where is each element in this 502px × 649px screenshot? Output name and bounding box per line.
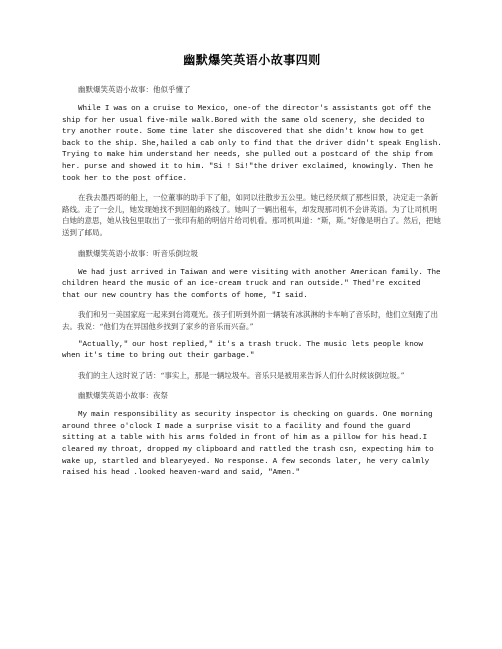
story-1-chinese-paragraph: 在我去墨西哥的船上，一位董事的助手下了船，如同以往散步五公里。她已经厌烦了那些旧景，决定走一条新路线。走了一会儿，她发现她找不到回船的路线了。她叫了一辆出租车，却发现那司机不会讲英语。为了让司机明白她的意思，她从钱包里取出了一张印有船的明信片给司机看。那司机叫道：“斯，斯。”好像是明白了。然后，把她送到了邮局。	[62, 193, 441, 237]
story-heading-2: 幽默爆笑英语小故事：听音乐倒垃圾	[78, 248, 198, 258]
story-heading-3: 幽默爆笑英语小故事：夜祭	[78, 391, 168, 401]
document-page	[62, 0, 442, 480]
story-2-chinese-paragraph-2: 我们的主人这时说了话：“事实上，那是一辆垃圾车。音乐只是被用来告诉人们什么时候该倒垃圾。”	[78, 370, 405, 380]
story-2-english-paragraph-2: "Actually," our host replied," it's a trash truck. The music lets people know when it's time to bring out their garbage."	[62, 340, 423, 361]
story-2-english-paragraph-1: We had just arrived in Taiwan and were visiting with another American family. The children heard the music of an ice-cream truck and ran outside." Thed're excited that our new country has the comforts of home, "I said.	[62, 268, 441, 300]
story-1-english-paragraph: While I was on a cruise to Mexico, one-of the director's assistants got off the ship for her usual five-mile walk.Bored with the same old scenery, she decided to try another route. Some time later she discovered that she didn't know how to get back to the ship. She,hailed a cab only to find that the driver didn't speak English. Trying to make him understand her needs, she pulled out a postcard of the ship from her. purse and showed it to him. "Si ! Si!"the driver exclaimed, knowingly. Then he took her to the post office.	[62, 105, 442, 183]
story-3-english-paragraph: My main responsibility as security inspector is checking on guards. One morning around three o'clock I made a surprise visit to a facility and found the guard sitting at a table with his arms folded in front of him as a pillow for his head.I cleared my throat, dropped my clipboard and rattled the trash csn, expecting him to wake up, startled and blearyeyed. No response. A few seconds later, he very calmly raised his head .looked heaven-ward and said, "Amen."	[62, 411, 434, 478]
document-title: 幽默爆笑英语小故事四则	[183, 53, 321, 67]
story-heading-1: 幽默爆笑英语小故事：他似乎懂了	[78, 85, 191, 94]
story-2-chinese-paragraph-1: 我们和另一美国家庭一起来到台湾观光。孩子们听到外面一辆装有冰淇淋的卡车响了音乐时，他们立刻跑了出去。我说：“他们为在异国他乡找到了家乡的音乐而兴奋。”	[62, 310, 438, 331]
